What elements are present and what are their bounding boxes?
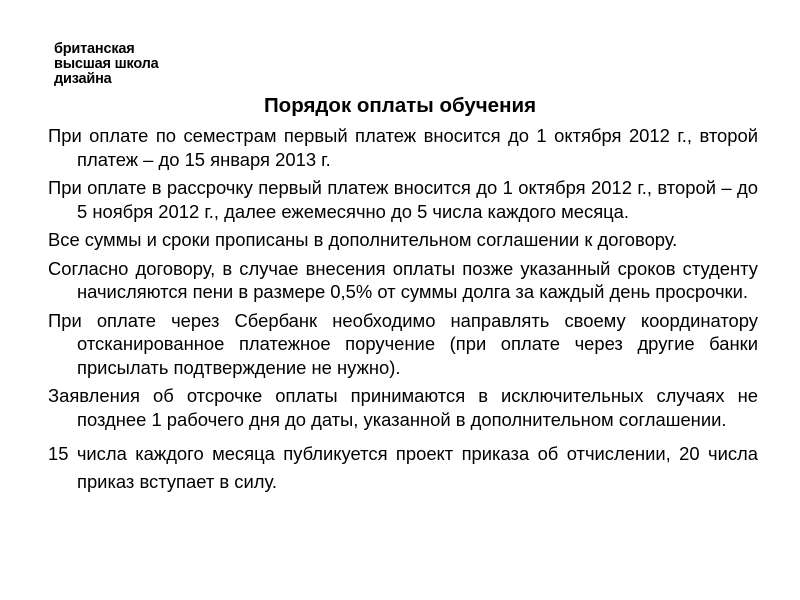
logo-line-2: высшая школа: [54, 56, 159, 72]
paragraph-installment-payment: При оплате в рассрочку первый платеж вносится до 1 октября 2012 г., второй – до 5 ноября 2012 г., далее ежемесячно до 5 числа каждого месяца.: [48, 177, 758, 222]
paragraph-sberbank-payment: При оплате через Сбербанк необходимо направлять своему координатору отсканированное платежное поручение (при оплате через другие банки присылать подтверждение не нужно).: [48, 309, 758, 378]
logo-line-1: британская: [54, 41, 135, 57]
paragraph-amounts-terms: Все суммы и сроки прописаны в дополнительном соглашении к договору.: [48, 229, 678, 250]
page-title: Порядок оплаты обучения: [263, 94, 537, 117]
school-logo: [54, 42, 159, 87]
paragraph-late-penalty: Согласно договору, в случае внесения оплаты позже указанный сроков студенту начисляются пени в размере 0,5% от суммы долга за каждый день просрочки.: [48, 257, 758, 302]
logo-line-3: дизайна: [54, 71, 112, 87]
paragraph-semester-payment: При оплате по семестрам первый платеж вносится до 1 октября 2012 г., второй платеж – до 15 января 2013 г.: [48, 125, 758, 170]
payment-rules: [48, 124, 758, 501]
paragraph-expulsion-order: 15 числа каждого месяца публикуется проект приказа об отчислении, 20 числа приказ вступает в силу.: [48, 443, 758, 492]
paragraph-deferral-requests: Заявления об отсрочке оплаты принимаются в исключительных случаях не позднее 1 рабочего дня до даты, указанной в дополнительном соглашении.: [48, 385, 758, 430]
